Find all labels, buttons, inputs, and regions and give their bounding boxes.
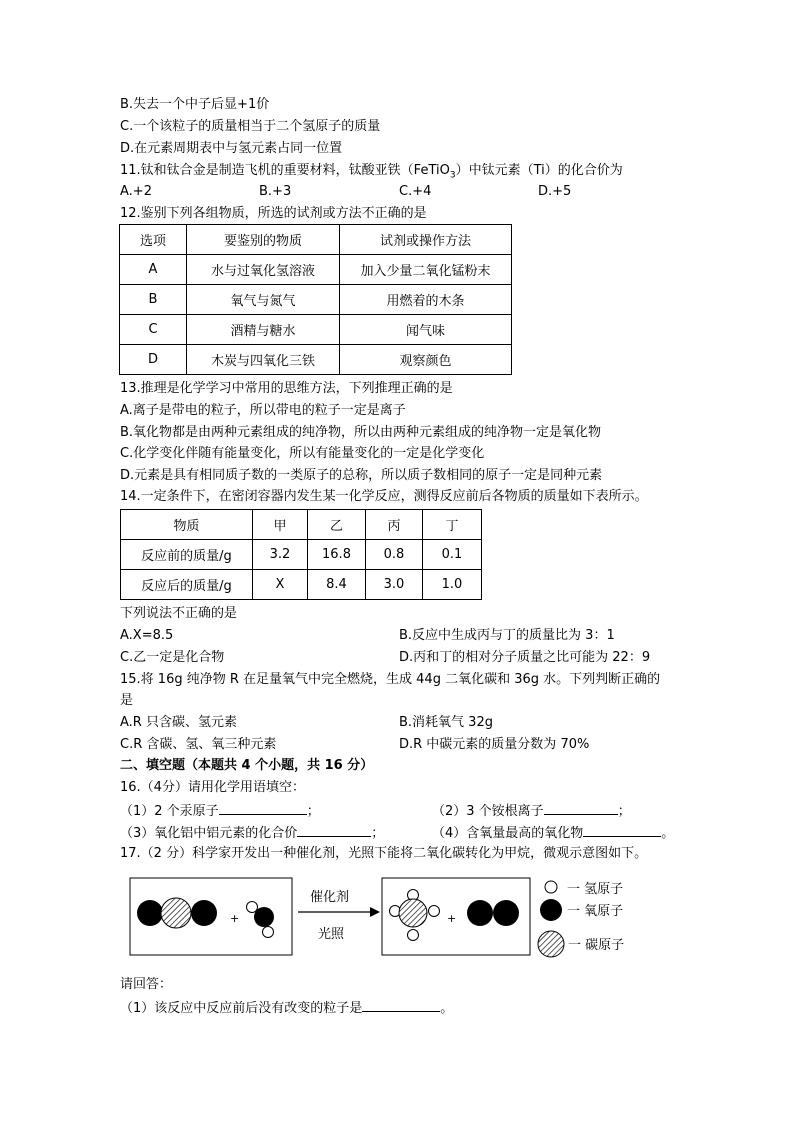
catalyst-label: 催化剂 [310,890,350,905]
table-header-cell: 丙 [366,510,423,540]
table-cell: 闻气味 [340,315,512,345]
reaction-diagram [120,868,660,966]
legend-oxygen-label: 一 氧原子 [567,904,624,919]
legend-hydrogen-icon [545,881,557,893]
legend-carbon-label: 一 碳原子 [568,938,625,953]
table-row [120,255,512,285]
table-cell: A [120,255,187,285]
table-cell: X [253,570,308,600]
oxygen-atom [137,900,163,926]
q17-part-1: （1）该反应中反应前后没有改变的粒子是 。 [120,1001,454,1016]
table-row [121,510,482,540]
hydrogen-atom [429,906,440,917]
q15-option-a: A.R 只含碳、氢元素 [120,715,237,730]
table-cell: 0.8 [366,540,423,570]
carbon-atom [399,899,427,927]
oxygen-atom [191,900,217,926]
table-cell: 氧气与氮气 [187,285,340,315]
q14-table [120,509,482,600]
legend-carbon-icon [538,931,564,957]
table-cell: 1.0 [423,570,482,600]
q13-option-b: B.氧化物都是由两种元素组成的纯净物，所以由两种元素组成的纯净物一定是氧化物 [120,425,602,440]
answer-blank[interactable] [219,802,307,815]
table-header-cell: 试剂或操作方法 [340,225,512,255]
table-cell: B [120,285,187,315]
table-cell: 反应前的质量/g [121,540,253,570]
section-title: 二、填空题（本题共 4 个小题，共 16 分） [120,758,374,773]
q14-option-c: C.乙一定是化合物 [120,650,225,665]
oxygen-atom [254,907,274,927]
table-cell: 用燃着的木条 [340,285,512,315]
q13-option-a: A.离子是带电的粒子，所以带电的粒子一定是离子 [120,403,406,418]
table-cell: 0.1 [423,540,482,570]
q15-option-b: B.消耗氧气 32g [399,715,493,730]
table-header-cell: 选项 [120,225,187,255]
table-row [120,345,512,375]
q16-part-3: （3）氧化铝中铝元素的化合价 ； [120,826,385,841]
q10-option-d: D.在元素周期表中与氢元素占同一位置 [120,141,343,156]
oxygen-atom [467,900,493,926]
hydrogen-atom [408,930,419,941]
q11-option-b: B.+3 [259,184,292,199]
table-header-cell: 丁 [423,510,482,540]
q13-stem: 13.推理是化学学习中常用的思维方法，下列推理正确的是 [120,381,453,396]
table-row [120,285,512,315]
answer-prompt: 请回答： [120,977,173,992]
q11-stem: 11.钛和钛合金是制造飞机的重要材料，钛酸亚铁（FeTiO$_3$）中钛元素（Ti）的化合价为 [120,163,623,181]
table-cell: D [120,345,187,375]
plus-sign: + [230,912,240,925]
table-header-cell: 要鉴别的物质 [187,225,340,255]
q14-option-d: D.丙和丁的相对分子质量之比可能为 22：9 [399,650,651,665]
q15-stem-line1: 15.将 16g 纯净物 R 在足量氧气中完全燃烧，生成 44g 二氧化碳和 36g 水。下列判断正确的 [120,672,661,687]
q15-option-c: C.R 含碳、氢、氧三种元素 [120,737,277,752]
q10-option-b: B.失去一个中子后显+1价 [120,97,270,112]
q11-option-d: D.+5 [538,184,572,199]
table-header-cell: 物质 [121,510,253,540]
q16-part-2: （2）3 个铵根离子 ； [432,804,631,819]
table-cell: 反应后的质量/g [121,570,253,600]
answer-blank[interactable] [297,824,371,837]
q17-stem: 17.（2 分）科学家开发出一种催化剂，光照下能将二氧化碳转化为甲烷，微观示意图如下。 [120,846,648,861]
q15-stem-line2: 是 [120,693,134,708]
table-row [121,540,482,570]
hydrogen-atom [247,902,258,913]
q14-option-b: B.反应中生成丙与丁的质量比为 3：1 [399,628,615,643]
answer-blank[interactable] [583,824,661,837]
q13-option-d: D.元素是具有相同质子数的一类原子的总称，所以质子数相同的原子一定是同种元素 [120,468,603,483]
q14-stem: 14.一定条件下，在密闭容器内发生某一化学反应，测得反应前后各物质的质量如下表所示。 [120,489,648,504]
table-header-cell: 乙 [308,510,366,540]
q15-option-d: D.R 中碳元素的质量分数为 70% [399,737,590,752]
carbon-atom [161,898,191,928]
q10-option-c: C.一个该粒子的质量相当于二个氢原子的质量 [120,119,381,134]
legend-oxygen-icon [540,899,562,921]
q16-part-4: （4）含氧量最高的氧化物 。 [432,826,675,841]
q14-option-a: A.X=8.5 [120,628,174,643]
table-cell: 木炭与四氧化三铁 [187,345,340,375]
table-cell: 3.0 [366,570,423,600]
table-cell: 8.4 [308,570,366,600]
light-label: 光照 [318,927,345,942]
table-cell: 加入少量二氧化锰粉末 [340,255,512,285]
q12-stem: 12.鉴别下列各组物质，所选的试剂或方法不正确的是 [120,206,427,221]
answer-blank[interactable] [362,999,440,1012]
answer-blank[interactable] [544,802,618,815]
legend-hydrogen-label: 一 氢原子 [567,882,624,897]
q11-option-a: A.+2 [120,184,152,199]
arrow-head-icon [370,907,380,917]
table-row [120,315,512,345]
q12-table [119,224,512,375]
table-cell: 16.8 [308,540,366,570]
table-header-cell: 甲 [253,510,308,540]
q16-stem: 16.（4分）请用化学用语填空： [120,780,305,795]
table-cell: 水与过氧化氢溶液 [187,255,340,285]
table-cell: 观察颜色 [340,345,512,375]
q11-option-c: C.+4 [399,184,432,199]
q16-part-1: （1）2 个汞原子 ； [120,804,320,819]
table-row [120,225,512,255]
table-row [121,570,482,600]
table-cell: C [120,315,187,345]
q13-option-c: C.化学变化伴随有能量变化，所以有能量变化的一定是化学变化 [120,446,485,461]
table-cell: 3.2 [253,540,308,570]
oxygen-atom [493,900,519,926]
q14-question: 下列说法不正确的是 [120,606,238,621]
hydrogen-atom [263,927,274,938]
plus-sign: + [447,912,457,925]
table-cell: 酒精与糖水 [187,315,340,345]
